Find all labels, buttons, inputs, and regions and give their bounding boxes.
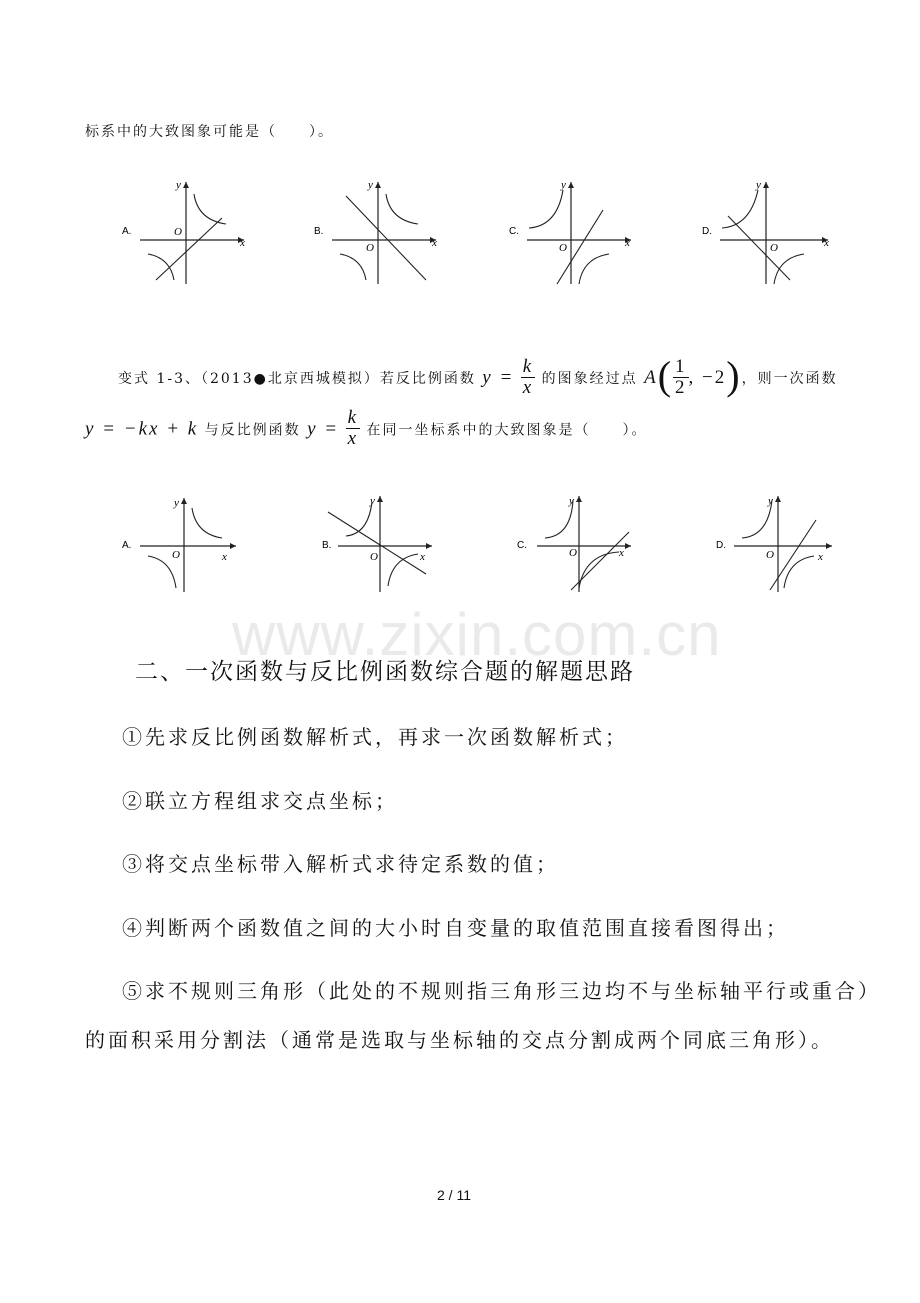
- figure-row2-option-d: [712, 490, 852, 599]
- axis-x-label: x: [432, 237, 437, 249]
- axis-y-label: y: [368, 179, 373, 191]
- origin-label: O: [770, 242, 778, 254]
- question-source: 北京西城模拟）若反比例函数: [267, 371, 476, 387]
- step-2: ②联立方程组求交点坐标；: [122, 789, 398, 813]
- watermark: www.zixin.com.cn: [232, 601, 722, 668]
- option-label: D.: [716, 540, 726, 551]
- origin-label: O: [766, 549, 774, 561]
- graph-2a: [118, 490, 258, 595]
- option-label: A.: [122, 226, 132, 237]
- axis-x-label: x: [240, 237, 245, 249]
- axis-y-label: y: [768, 495, 773, 507]
- equation-y: y =: [482, 367, 515, 388]
- question-line-2: [85, 407, 648, 451]
- axis-y-label: y: [569, 495, 574, 507]
- question-prefix: 变式 1-3、（2013: [118, 371, 254, 387]
- section-heading: 二、一次函数与反比例函数综合题的解题思路: [135, 659, 635, 685]
- question-end-2: 在同一坐标系中的大致图象是（ ）。: [366, 422, 648, 439]
- figure-row1-option-b: [310, 172, 450, 291]
- graph-2b: [318, 490, 458, 595]
- figure-row1-option-a: [118, 172, 258, 291]
- axis-x-label: x: [619, 547, 624, 559]
- origin-label: O: [370, 551, 378, 563]
- origin-label: O: [174, 226, 182, 238]
- option-label: C.: [517, 540, 527, 551]
- axis-y-label: y: [174, 497, 179, 509]
- axis-y-label: y: [176, 179, 181, 191]
- step-5-line-1: ⑤求不规则三角形（此处的不规则指三角形三边均不与坐标轴平行或重合）: [122, 979, 881, 1003]
- axis-x-label: x: [818, 551, 823, 563]
- option-label: D.: [702, 226, 712, 237]
- option-label: B.: [322, 540, 332, 551]
- axis-x-label: x: [824, 237, 829, 249]
- figure-row2-option-c: [513, 490, 653, 599]
- step-5-line-2: 的面积采用分割法（通常是选取与坐标轴的交点分割成两个同底三角形）。: [85, 1028, 834, 1052]
- origin-label: O: [172, 549, 180, 561]
- step-1: ①先求反比例函数解析式，再求一次函数解析式；: [122, 725, 628, 749]
- step-3: ③将交点坐标带入解析式求待定系数的值；: [122, 852, 559, 876]
- axis-x-label: x: [625, 237, 630, 249]
- bullet-dot: ●: [253, 371, 268, 387]
- origin-label: O: [559, 242, 567, 254]
- fraction-k-over-x-2: $\frac{k}{x}$: [347, 407, 359, 449]
- question-line-1: 变式 1-3、（2013●北京西城模拟）若反比例函数 y = $\frac{k}{x}$ 的图象经过点 A( $\frac{1}{2}$ , −2)，则一次函数: [118, 353, 838, 398]
- graph-1a: [118, 172, 258, 287]
- graph-2c: [513, 490, 653, 595]
- option-label: C.: [509, 226, 519, 237]
- page-number: 2 / 11: [437, 1187, 471, 1203]
- point-a: A: [644, 367, 658, 388]
- axis-y-label: y: [561, 179, 566, 191]
- figure-row1-option-d: [698, 172, 838, 291]
- question-end: ，则一次函数: [741, 371, 838, 387]
- equation-linear: y = −kx + k: [85, 418, 199, 440]
- graph-2d: [712, 490, 852, 595]
- axis-x-label: x: [420, 551, 425, 563]
- axis-x-label: x: [222, 551, 227, 563]
- fraction-k-over-x: $\frac{k}{x}$: [522, 355, 534, 398]
- origin-label: O: [366, 242, 374, 254]
- point-coordinate: , −2: [688, 367, 727, 388]
- question-mid: 的图象经过点: [541, 371, 638, 387]
- axis-y-label: y: [370, 495, 375, 507]
- graph-1c: [505, 172, 645, 287]
- figure-row2-option-a: [118, 490, 258, 599]
- figure-row1-option-c: [505, 172, 645, 291]
- figure-row2-option-b: [318, 490, 458, 599]
- fraction-one-half: $\frac{1}{2}$: [675, 355, 687, 398]
- graph-1b: [310, 172, 450, 287]
- equation-y-2: y =: [307, 418, 340, 440]
- option-label: B.: [314, 226, 324, 237]
- origin-label: O: [569, 547, 577, 559]
- graph-1d: [698, 172, 838, 287]
- question-continuation: 标系中的大致图象可能是（ ）。: [85, 124, 334, 140]
- option-label: A.: [122, 540, 132, 551]
- question-mid-2: 与反比例函数: [204, 422, 301, 439]
- axis-y-label: y: [756, 179, 761, 191]
- step-4: ④判断两个函数值之间的大小时自变量的取值范围直接看图得出；: [122, 916, 789, 940]
